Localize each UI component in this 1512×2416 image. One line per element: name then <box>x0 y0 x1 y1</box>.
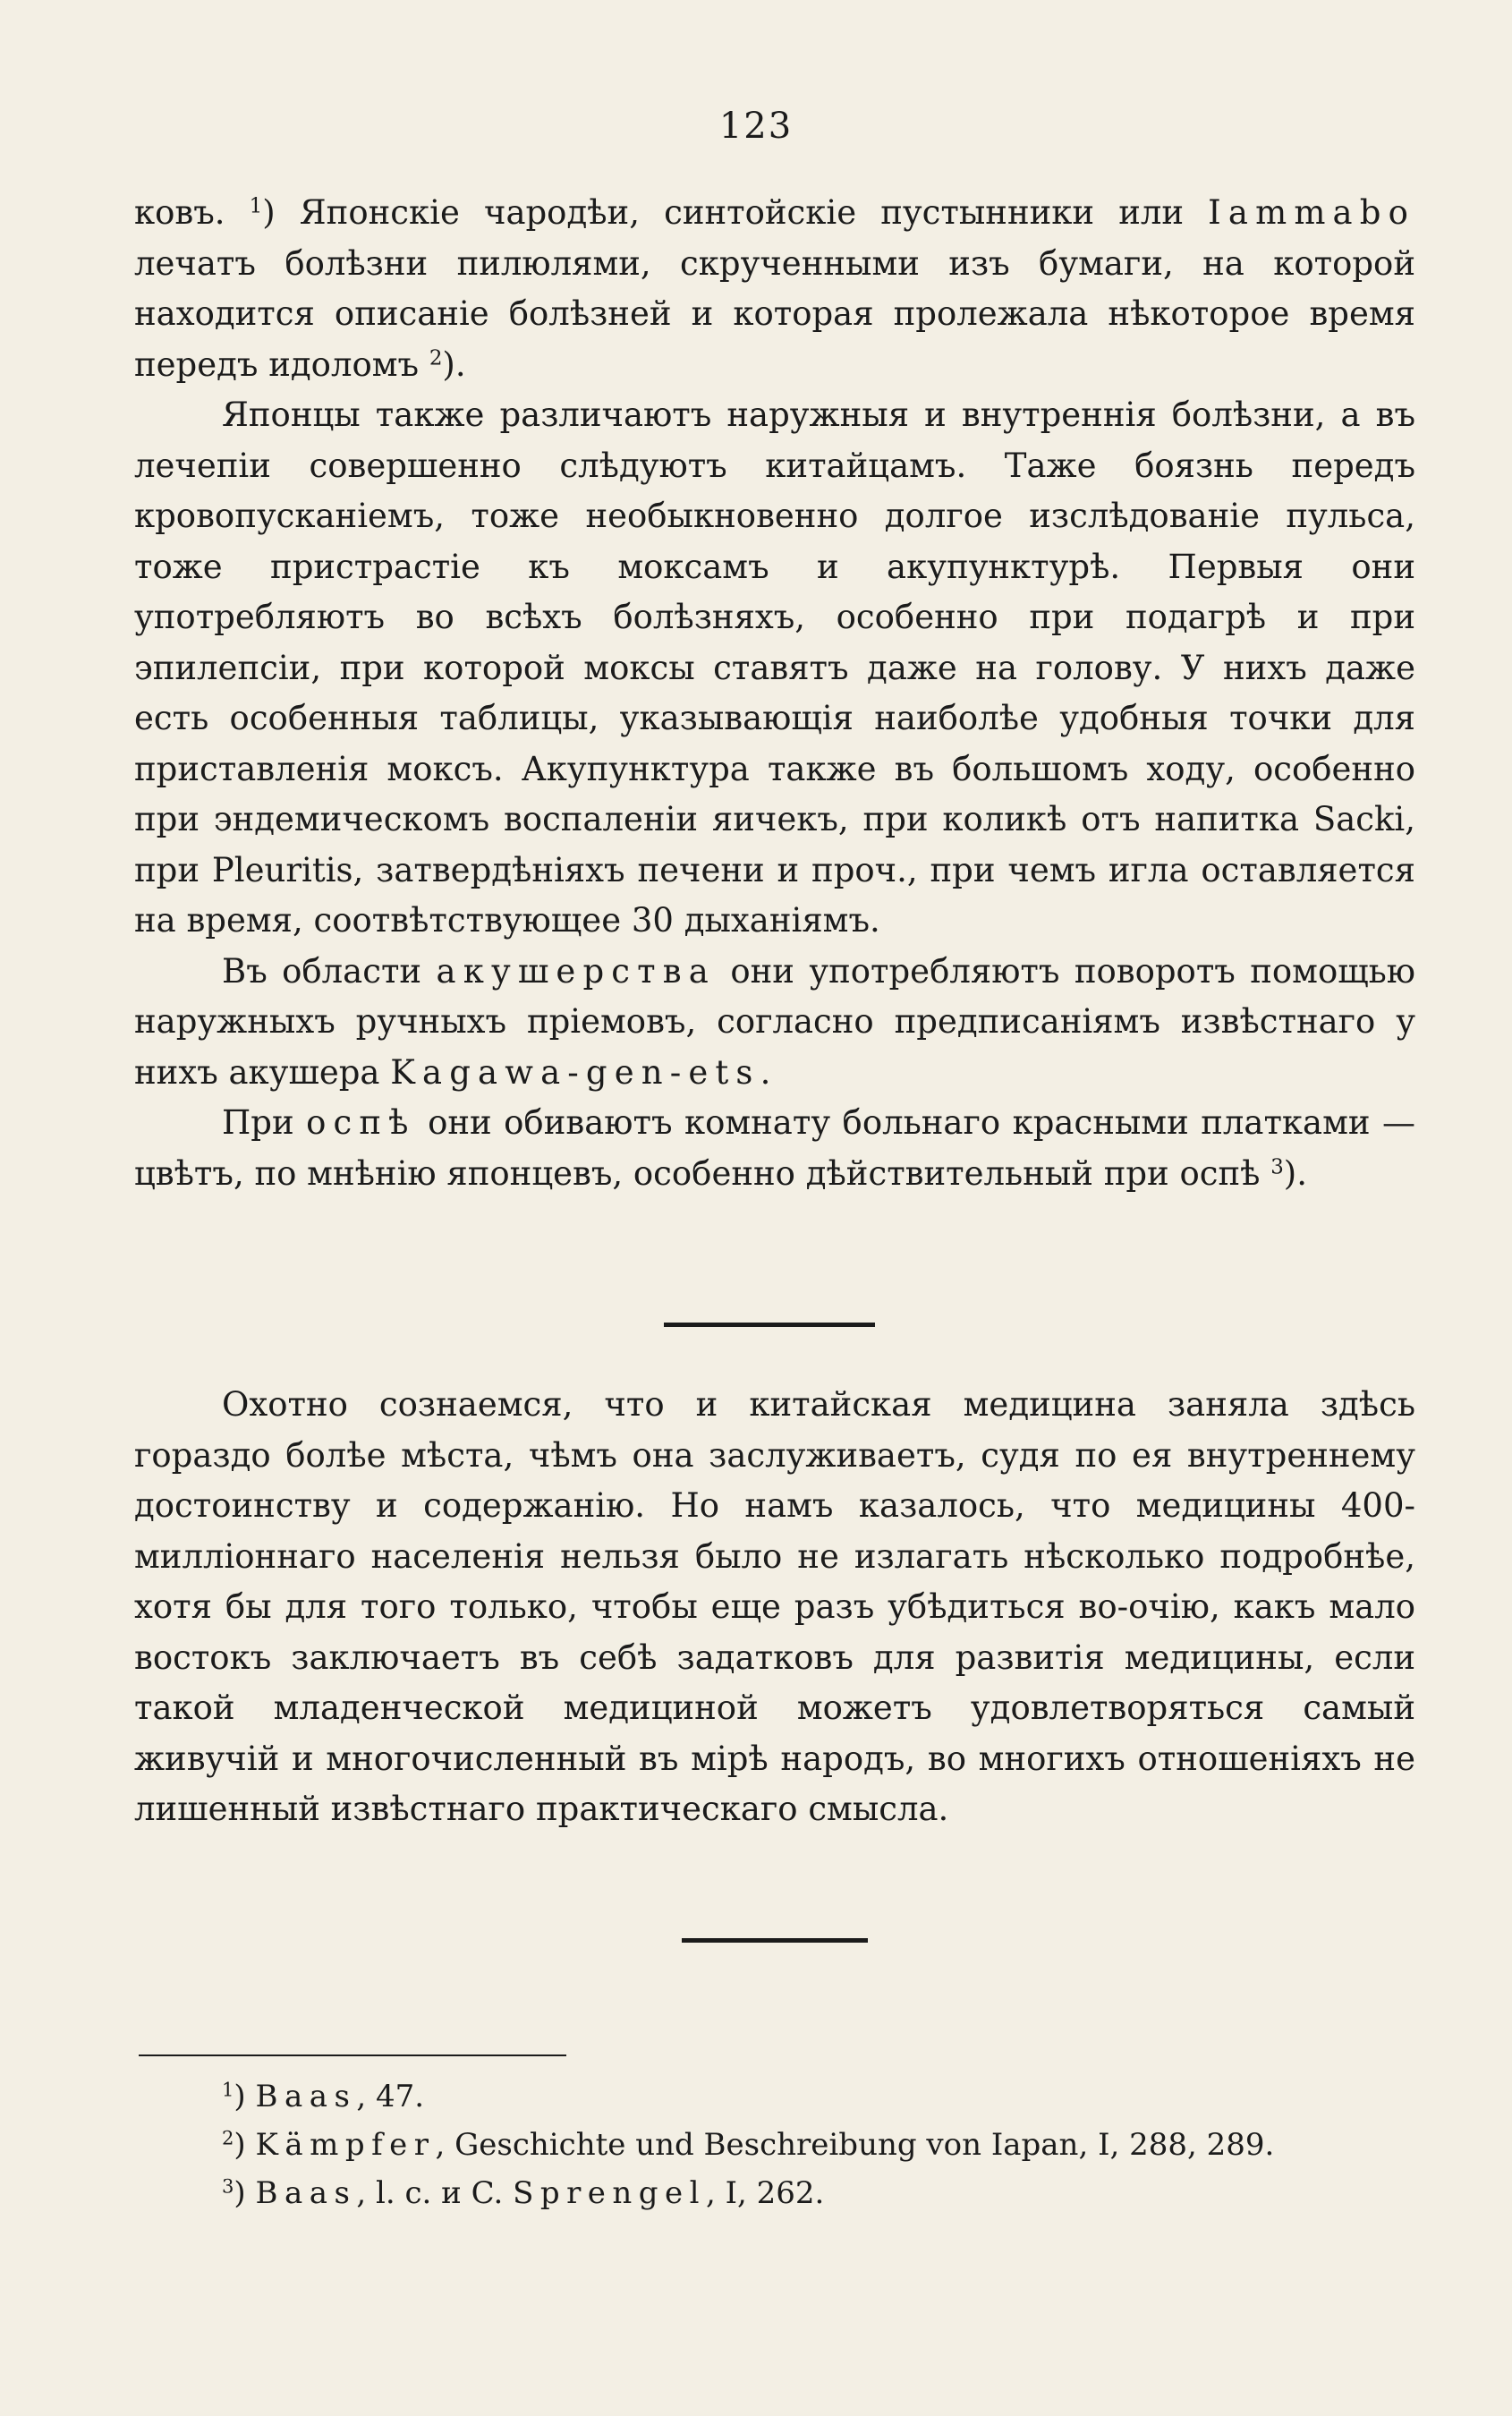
footnote-1 <box>222 2072 1274 2121</box>
footnote-separator <box>139 2054 566 2056</box>
text-run: ) Японскіе чародѣи, синтойскіе пустынники или <box>262 193 1209 232</box>
text-run: При <box>222 1103 307 1142</box>
paragraph-continuation <box>134 188 1415 390</box>
footnote-citation: , 47. <box>356 2079 425 2114</box>
footnote-2 <box>222 2121 1274 2169</box>
text-run: ковъ. <box>134 193 250 232</box>
footnote-ref-1[interactable]: 1 <box>249 194 263 218</box>
footnote-ref-2[interactable]: 2 <box>429 345 443 370</box>
spaced-term: Iammabo <box>1208 193 1415 232</box>
spaced-term: Kagawa-gen-ets <box>390 1052 760 1092</box>
text-run: . <box>760 1052 771 1092</box>
text-run: Въ области <box>222 951 437 991</box>
text-run: ) <box>234 2079 256 2114</box>
paragraph-obstetrics <box>134 947 1415 1099</box>
text-run: ) <box>234 2175 256 2211</box>
section-divider <box>664 1323 875 1327</box>
footnote-author: Baas <box>255 2175 357 2211</box>
footnote-citation: , l. c. и C. <box>356 2175 514 2211</box>
footnote-ref-3[interactable]: 3 <box>1270 1154 1284 1178</box>
footnote-marker: 2 <box>222 2126 234 2149</box>
paragraph-smallpox <box>134 1098 1415 1199</box>
footnote-author: Baas <box>255 2079 357 2114</box>
text-run: ). <box>1283 1153 1307 1193</box>
footnote-3 <box>222 2169 1274 2217</box>
footnote-marker: 1 <box>222 2078 234 2101</box>
section-divider <box>682 1938 868 1943</box>
main-text-block <box>134 188 1415 1199</box>
footnotes <box>222 2072 1274 2217</box>
footnote-marker: 3 <box>222 2174 234 2198</box>
text-run: лечатъ болѣзни пилюлями, скрученными изъ бумаги, на которой находится описаніе болѣзней и которая пролежала нѣкоторое время передъ идоломъ <box>134 243 1415 384</box>
text-run: они употребляютъ поворотъ помощью наружныхъ ручныхъ пріемовъ, согласно предписаніямъ извѣстнаго у нихъ акушера <box>134 951 1415 1092</box>
footnote-author: Kämpfer <box>255 2127 436 2163</box>
footnote-citation: , I, 262. <box>706 2175 825 2211</box>
paragraph-conclusion: Охотно сознаемся, что и китайская медицина заняла здѣсь гораздо болѣе мѣста, чѣмъ она заслуживаетъ, судя по ея внутреннему достоинству и содержанію. Но намъ казалось, что медицины 400-милліоннаго населенія нельзя было не излагать нѣсколько подробнѣе, хотя бы для того только, чтобы еще разъ убѣдиться во-очію, какъ мало востокъ заключаетъ въ себѣ задатковъ для развитія медицины, если такой младенческой медициной можетъ удовлетворяться самый живучій и многочисленный въ мірѣ народъ, во многихъ отношеніяхъ не лишенный извѣстнаго практическаго смысла. <box>134 1385 1415 1828</box>
paragraph-japanese-medicine: Японцы также различаютъ наружныя и внутреннія болѣзни, а въ лечепіи совершенно слѣдуютъ китайцамъ. Таже боязнь передъ кровопусканіемъ, тоже необыкновенно долгое изслѣдованіе пульса, тоже пристрастіе къ моксамъ и акупунктурѣ. Первыя они употребляютъ во всѣхъ болѣзняхъ, особенно при подагрѣ и при эпилепсіи, при которой моксы ставятъ даже на голову. У нихъ даже есть особенныя таблицы, указывающія наиболѣе удобныя точки для приставленія моксъ. Акупунктура также въ большомъ ходу, особенно при эндемическомъ воспаленіи яичекъ, при коликѣ отъ напитка Sacki, при Pleuritis, затвердѣніяхъ печени и проч., при чемъ игла оставляется на время, соотвѣтствующее 30 дыханіямъ. <box>134 396 1415 940</box>
footnote-author: Sprengel <box>513 2175 706 2211</box>
text-run: ) <box>234 2127 256 2163</box>
text-run: ). <box>442 345 466 384</box>
footnote-citation: , Geschichte und Beschreibung von Iapan, I, 288, 289. <box>435 2127 1275 2163</box>
text-run: они обиваютъ комнату больнаго красными платками — цвѣтъ, по мнѣнію японцевъ, особенно дѣйствительный при оспѣ <box>134 1103 1416 1193</box>
page-number: 123 <box>718 106 794 147</box>
spaced-term: оспѣ <box>306 1103 416 1142</box>
conclusion-text-block <box>134 1380 1415 1835</box>
spaced-term: акушерства <box>436 951 716 991</box>
